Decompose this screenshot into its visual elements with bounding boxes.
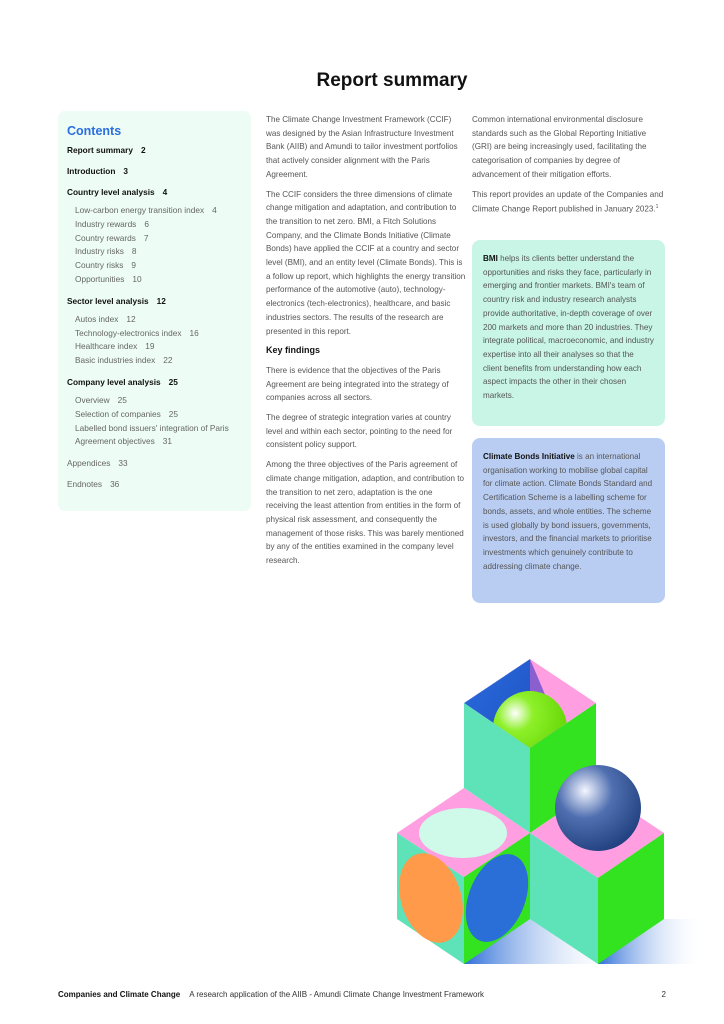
toc-item[interactable]: Report summary 2 [67, 145, 146, 155]
toc-subitem[interactable]: Overview 25 [75, 394, 127, 405]
toc-item[interactable]: Company level analysis 25 [67, 376, 178, 387]
paragraph: There is evidence that the objectives of the Paris Agreement are being integrated into the strategy of companies across all sectors. [266, 365, 449, 403]
toc-subitem[interactable]: Low-carbon energy transition index 4 [75, 205, 217, 215]
footer-subtitle: A research application of the AIIB - Amundi Climate Change Investment Framework [189, 990, 485, 999]
cbi-description: is an international organisation working to mobilise global capital for climate action. Climate Bonds Standard and Certification Scheme is a labelling scheme for bonds, assets, and whole entities. The scheme is used globally by bond issuers, governments, investors, and the financial markets to prioritise investments which genuinely contribute to addressing climate change. [483, 452, 653, 571]
paragraph: The degree of strategic integration varies at country level and within each sector, pointing to the need for consistent policy support. [266, 413, 453, 450]
toc-heading: Contents [67, 124, 122, 138]
light-ellipse [419, 808, 507, 858]
toc-subitem[interactable]: Opportunities 10 [75, 273, 142, 284]
toc-subitem[interactable]: Country rewards 7 [75, 232, 149, 243]
paragraph: Common international environmental disclosure standards such as the Global Reporting Initiative (GRI) are being increasingly used, facilitating the categorisation of companies by degree of advancement of their mitigation efforts. [472, 115, 647, 179]
toc-subitem[interactable]: Country risks 9 [75, 260, 137, 271]
bmi-description: helps its clients better understand the opportunities and risks they face, particularly in emerging and frontier markets. BMI's team of country risk and industry research analysts provide authoritative, in-depth coverage of over 200 markets and more than 20 industries. They integrate political, macroeconomic, and industry expertise into all their analyses so that the client benefits from understanding how each aspect impacts the other in their chosen markets. [483, 254, 654, 401]
blue-sphere [555, 765, 641, 851]
toc-subitem[interactable]: Basic industries index 22 [75, 355, 173, 366]
paragraph: The CCIF considers the three dimensions of climate change mitigation and adaptation, and contribution to the transition to net zero. BMI, a Fitch Solutions Company, and the Climate Bonds Initiative (Climate Bonds) have applied the CCIF at a country and sector level (BMI), and an entity level (Climate Bonds). This is a follow up report, which highlights the energy transition performance of the automotive (auto), technology-electronics (tech-electronics), healthcare, and basic industries sectors. The results of the research are presented in this report. [266, 189, 466, 336]
toc-subitem[interactable]: Agreement objectives 31 [75, 436, 173, 447]
footer-title: Companies and Climate Change [58, 990, 181, 999]
paragraph: Among the three objectives of the Paris agreement of climate change mitigation, adaption, and contribution to the transition to net zero, adaptation is the one receiving the least attention from entities in the form of physical risk assessment, and consequently the management of those risks. This was barely mentioned by any of the entities examined in the company level research. [266, 460, 464, 566]
toc-subitem[interactable]: Technology-electronics index 16 [75, 327, 199, 338]
page-footer [58, 990, 666, 999]
footnote-ref[interactable]: 1 [655, 204, 659, 211]
toc-subitem[interactable]: Selection of companies 25 [75, 408, 179, 419]
toc-item[interactable]: Country level analysis 4 [67, 187, 168, 197]
toc-item[interactable]: Appendices 33 [67, 458, 128, 469]
key-findings-heading: Key findings [266, 345, 321, 356]
cbi-name: Climate Bonds Initiative [483, 452, 575, 461]
paragraph: The Climate Change Investment Framework (CCIF) was designed by the Asian Infrastructure Investment Bank (AIIB) and Amundi to tailor investment portfolios that actively consider alignment with the Paris Agreement. [266, 115, 458, 179]
toc-subitem[interactable]: Autos index 12 [75, 313, 136, 324]
bmi-name: BMI [483, 254, 498, 263]
toc-subitem[interactable]: Industry risks 8 [75, 246, 137, 257]
page-number: 2 [661, 990, 666, 999]
toc-item[interactable]: Sector level analysis 12 [67, 295, 166, 306]
toc-item[interactable]: Endnotes 36 [67, 479, 120, 490]
toc-subitem[interactable]: Healthcare index 19 [75, 341, 155, 352]
toc-subitem[interactable]: Labelled bond issuers' integration of Paris [75, 422, 229, 433]
toc-item[interactable]: Introduction 3 [67, 166, 129, 176]
toc-subitem[interactable]: Industry rewards 6 [75, 218, 149, 229]
paragraph: This report provides an update of the Companies and Climate Change Report published in January 2023.$^1$ [472, 189, 664, 214]
page-title: Report summary [316, 70, 468, 91]
